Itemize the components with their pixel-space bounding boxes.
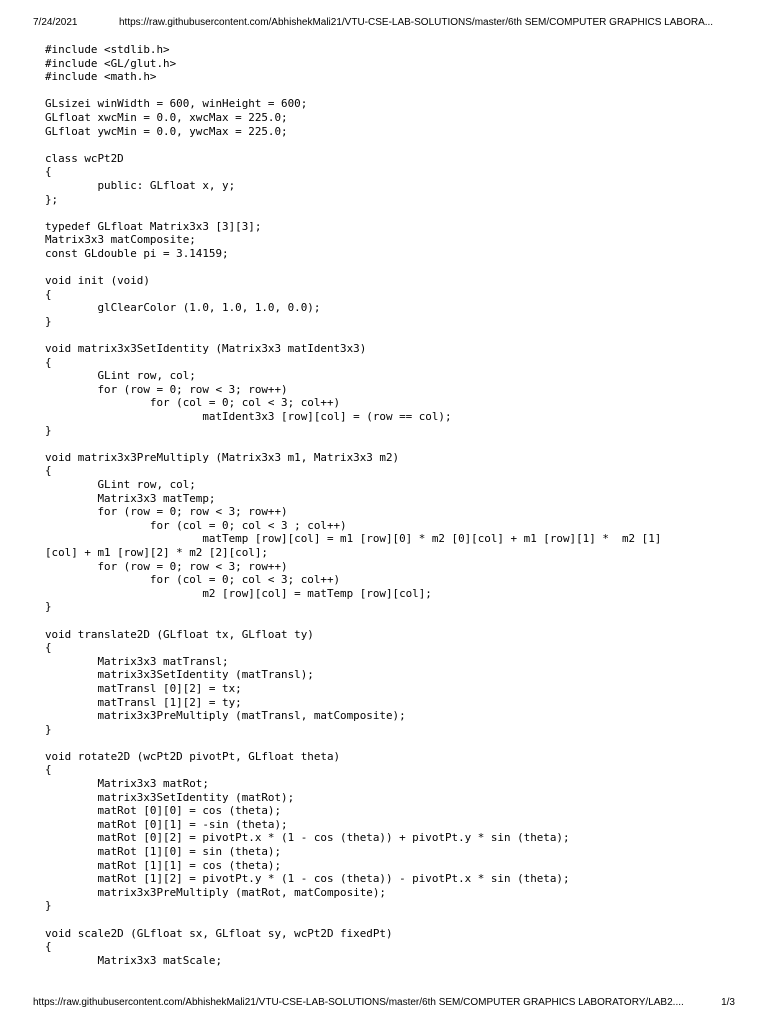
code-line [45, 206, 745, 220]
code-line [45, 614, 745, 628]
code-line: for (col = 0; col < 3; col++) [45, 396, 341, 410]
code-line [45, 138, 745, 152]
code-line: Matrix3x3 matComposite; [45, 233, 196, 247]
code-line: for (row = 0; row < 3; row++) [45, 559, 288, 573]
code-line: matRot [0][0] = cos (theta); [45, 804, 282, 818]
code-line [45, 736, 745, 750]
code-line: Matrix3x3 matTemp; [45, 491, 216, 505]
code-line: void matrix3x3SetIdentity (Matrix3x3 matIdent3x3) [45, 342, 367, 356]
code-listing [45, 43, 745, 967]
code-line: m2 [row][col] = matTemp [row][col]; [45, 586, 432, 600]
code-line: void translate2D (GLfloat tx, GLfloat ty) [45, 627, 314, 641]
code-line: matTemp [row][col] = m1 [row][0] * m2 [0][col] + m1 [row][1] * m2 [1] [45, 532, 662, 546]
code-line: { [45, 355, 52, 369]
code-line: Matrix3x3 matScale; [45, 953, 223, 967]
code-line: class wcPt2D [45, 151, 124, 165]
code-line: } [45, 722, 52, 736]
code-line: matRot [0][1] = -sin (theta); [45, 817, 288, 831]
code-line: } [45, 423, 52, 437]
code-line: void rotate2D (wcPt2D pivotPt, GLfloat theta) [45, 749, 341, 763]
code-line: matTransl [1][2] = ty; [45, 695, 242, 709]
code-line: { [45, 287, 52, 301]
code-line [45, 84, 745, 98]
footer-url: https://raw.githubusercontent.com/AbhishekMali21/VTU-CSE-LAB-SOLUTIONS/master/6th SEM/COMPUTER GRAPHICS LABORATORY/LAB2.... [33, 997, 684, 1008]
code-line: [col] + m1 [row][2] * m2 [2][col]; [45, 545, 268, 559]
code-line: glClearColor (1.0, 1.0, 1.0, 0.0); [45, 301, 321, 315]
code-line: for (col = 0; col < 3 ; col++) [45, 518, 347, 532]
code-line: matRot [0][2] = pivotPt.x * (1 - cos (theta)) + pivotPt.y * sin (theta); [45, 831, 570, 845]
code-line: GLfloat ywcMin = 0.0, ywcMax = 225.0; [45, 124, 288, 138]
code-line: GLint row, col; [45, 369, 196, 383]
code-line: matrix3x3PreMultiply (matRot, matComposite); [45, 885, 386, 899]
code-line: matrix3x3SetIdentity (matTransl); [45, 668, 314, 682]
code-line: } [45, 899, 52, 913]
code-line: { [45, 763, 52, 777]
print-date: 7/24/2021 [33, 17, 78, 28]
code-line: { [45, 940, 52, 954]
code-line: public: GLfloat x, y; [45, 178, 236, 192]
code-line: GLint row, col; [45, 478, 196, 491]
page-number: 1/3 [721, 997, 735, 1008]
code-line [45, 261, 745, 275]
code-line: matRot [1][1] = cos (theta); [45, 858, 282, 872]
code-line: GLsizei winWidth = 600, winHeight = 600; [45, 97, 308, 111]
print-footer [33, 996, 735, 1010]
code-line: #include <stdlib.h> [45, 43, 170, 56]
code-line: for (col = 0; col < 3; col++) [45, 573, 341, 587]
code-line: matrix3x3PreMultiply (matTransl, matComposite); [45, 709, 406, 723]
header-url: https://raw.githubusercontent.com/AbhishekMali21/VTU-CSE-LAB-SOLUTIONS/master/6th SEM/COMPUTER GRAPHICS LABORA... [119, 17, 714, 28]
code-line: void init (void) [45, 274, 150, 288]
code-line: } [45, 314, 52, 328]
code-line: void scale2D (GLfloat sx, GLfloat sy, wcPt2D fixedPt) [45, 926, 393, 940]
code-line: void matrix3x3PreMultiply (Matrix3x3 m1, Matrix3x3 m2) [45, 450, 400, 464]
code-line [45, 437, 745, 451]
code-line: GLfloat xwcMin = 0.0, xwcMax = 225.0; [45, 110, 288, 124]
code-line: #include <GL/glut.h> [45, 56, 177, 70]
code-line: { [45, 641, 52, 655]
code-line: typedef GLfloat Matrix3x3 [3][3]; [45, 219, 262, 233]
code-line: { [45, 165, 52, 179]
code-line: } [45, 600, 52, 614]
code-line: matRot [1][0] = sin (theta); [45, 845, 282, 859]
code-line: matRot [1][2] = pivotPt.y * (1 - cos (theta)) - pivotPt.x * sin (theta); [45, 872, 570, 886]
print-header [33, 16, 735, 30]
code-line: matrix3x3SetIdentity (matRot); [45, 790, 295, 804]
code-line: const GLdouble pi = 3.14159; [45, 246, 229, 260]
code-line: Matrix3x3 matRot; [45, 777, 209, 791]
code-line: { [45, 464, 52, 478]
code-line: matIdent3x3 [row][col] = (row == col); [45, 410, 452, 424]
code-line: Matrix3x3 matTransl; [45, 654, 229, 668]
code-line: }; [45, 192, 59, 206]
code-line: #include <math.h> [45, 70, 157, 84]
code-line: matTransl [0][2] = tx; [45, 681, 242, 695]
code-line: for (row = 0; row < 3; row++) [45, 505, 288, 519]
code-line [45, 328, 745, 342]
code-line: for (row = 0; row < 3; row++) [45, 382, 288, 396]
code-line [45, 913, 745, 927]
